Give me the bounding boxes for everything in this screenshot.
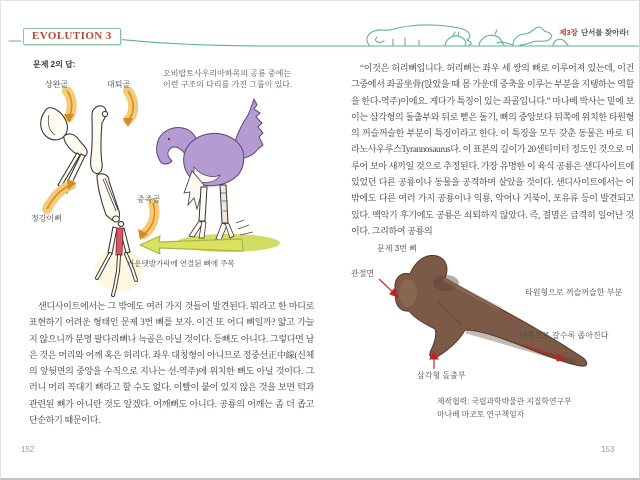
chapter-title: 단서를 찾아라!: [580, 28, 629, 37]
credit-line1: 제작협력: 국립과학박물관 지질학연구부: [437, 397, 572, 406]
left-page-paragraph: 샌디사이트에서는 그 밖에도 여러 가지 것들이 발견된다. 뭐라고 한 마디로 표현하기 어려운 형태인 문제 3번 뼈를 보자. 이건 또 어디 뼈일까? 얇고 가늘지 않으니까 분명 팔다리뼈나 늑골은 아닐 것이다. 등뼈도 아니다. 그렇다면 남은 것은 머리와 어깨 혹은 허리다. 좌우 대칭형이 아니므로 정중선正中線(신체의 앞뒷면의 중앙을 수직으로 지나는 선-역주)에 위치한 뼈도 아닐 것이다. 그러니 머리 꼭대기 뼈라고 할 수도 없다. 이빨이 붙어 있지 않은 것을 보면 턱과 관련된 뼈가 아니란 것도 알겠다. 어깨뼈도 아니다. 공룡의 어깨는 좀 더 좁고 단순하기 때문이다.: [29, 301, 314, 426]
figure-bone-label: 문제 3번 뼈: [377, 244, 417, 253]
horizon-line: [101, 37, 640, 46]
metatarsal-label: 중족골: [137, 195, 161, 204]
tibia-label: 정강이뻐: [31, 214, 62, 223]
ceratopsian-outline: [445, 32, 466, 45]
left-leg: [199, 187, 207, 221]
right-page-paragraph: “이것은 허리뼈입니다. 허리뼈는 좌우 세 쌍의 뼈로 이루어져 있는데, 이건 그중에서 좌골坐骨(앉았을 때 몸 가운데 중축을 이루는 부분을 지탱하는 역할을 한다-역주)이에요. 게다가 특징이 있는 좌골입니다.” 마나베 박사는 밑에 보이는 삼각형의 돌출부와 뒤로 뻗은 돌기, 뼈의 중앙보다 뒤쪽에 위치한 타원형의 꺼슬꺼슬한 부분이 특징이라고 한다. 이 특징을 모두 갖춘 동물은 바로 티라노사우루스Tyrannosaurus다. 이 표본의 길이가 20센티미터 정도인 것으로 미루어 보아 새끼일 것으로 추정된다. 가장 유명한 이 육식 공룡은 샌디사이트에 있었던 다른 공룡이나 동물을 공격하며 살았을 것이다. 샌디사이트에서는 이 밖에도 다른 여러 가지 공룡이나 익룡, 악어나 거북이, 포유류 등이 발견되고 있다. 백악기 후기에도 공룡은 쇠퇴하지 않았다. 즉, 절멸은 급격히 일어난 것이다. 그리하여 공룡의: [351, 63, 634, 236]
down-arrow-icon: [123, 91, 133, 127]
tiny-dinosaur-outline: [553, 39, 568, 45]
bone-texture-light: [399, 279, 417, 307]
sauropod-outline: [367, 25, 471, 45]
humerus-label: 상완골: [45, 80, 69, 89]
left-page-number: 152: [21, 445, 35, 454]
leg-bones: [91, 106, 130, 254]
triangular-protrusion-label: 삼각형 돌출부: [417, 371, 466, 380]
dino-caption: [163, 68, 292, 90]
answer-label: 문제 2의 답:: [33, 60, 76, 69]
eye: [168, 138, 170, 140]
narrowing-label: 이쪽으로 갈수록 좁아진다: [519, 331, 609, 340]
middle-metatarsal-highlight: [116, 228, 123, 255]
rough-area-label: 타원형으로 꺼슬꺼슬한 부분: [525, 288, 623, 297]
down-arrow-icon: [64, 91, 74, 123]
dino-caption-line2: 이런 구조의 다리를 가진 그룹이 있다.: [163, 80, 293, 89]
fossil-bone-shape: [395, 255, 587, 366]
joint-surface-label: 관절면: [351, 269, 375, 278]
dino-caption-line1: 오비랍토사우리아하목의 공룡 중에는: [163, 69, 292, 78]
section-tab-label: EVOLUTION 3: [32, 30, 112, 42]
credit-line2: 마나베 마코토 연구책임자: [437, 410, 525, 419]
chapter-header: [509, 27, 629, 38]
chapter-number: 제3장: [559, 28, 578, 37]
arrow-note: 가운뎃발가락에 연결된 뼈에 주목: [127, 259, 235, 268]
femur-label: 대퇴골: [107, 80, 131, 89]
right-page-number: 153: [601, 445, 615, 454]
figure-credit: [437, 395, 572, 421]
section-tab: [23, 28, 121, 45]
left-arrow-icon: [134, 233, 249, 257]
right-leg: [220, 185, 228, 223]
arm-bones: [41, 108, 87, 193]
